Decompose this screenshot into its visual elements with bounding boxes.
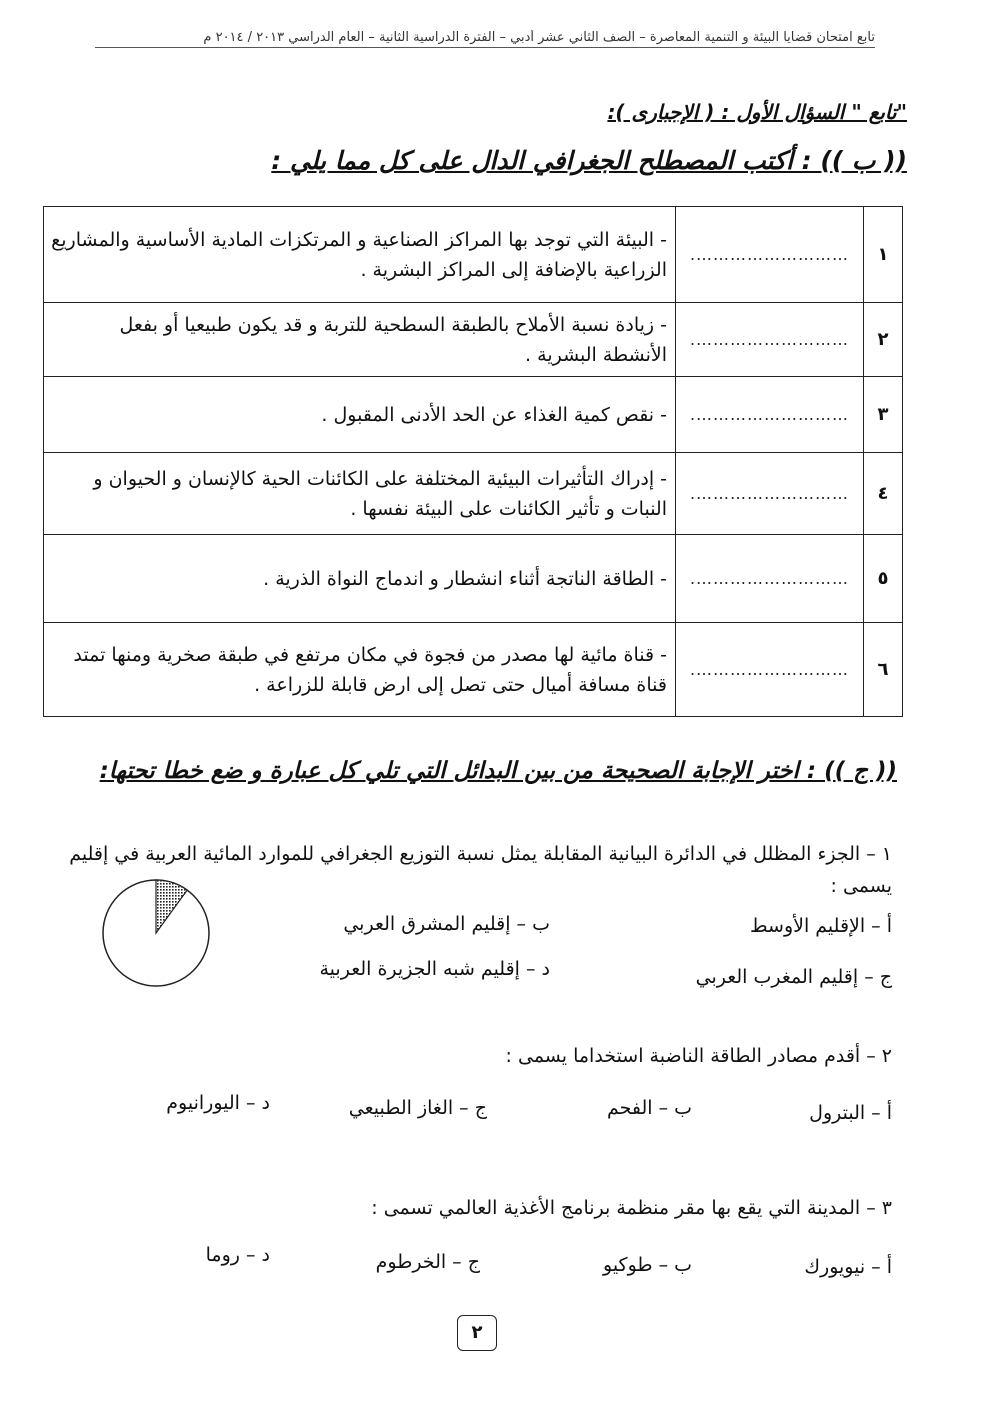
table-row [44, 303, 903, 377]
section-b-title: (( ب )) : أكتب المصطلح الجغرافي الدال على كل مما يلي : [271, 146, 907, 175]
q3-option-d[interactable]: د – روما [205, 1244, 270, 1266]
pie-chart [100, 877, 212, 989]
definition-text: - قناة مائية لها مصدر من فجوة في مكان مرتفع في طبقة صخرية ومنها تمتد قناة مسافة أميال حتى تصل إلى ارض قابلة للزراعة . [44, 623, 676, 717]
definition-text: - زيادة نسبة الأملاح بالطبقة السطحية للتربة و قد يكون طبيعيا أو بفعل الأنشطة البشرية . [44, 303, 676, 377]
q2-option-c[interactable]: ج – الغاز الطبيعي [348, 1097, 487, 1119]
q1-option-a[interactable]: أ – الإقليم الأوسط [749, 915, 892, 937]
continuation-title: "تابع " السؤال الأول : ( الإجبارى ): [607, 100, 907, 124]
table-row [44, 207, 903, 303]
row-number: ١ [864, 207, 903, 303]
question-3-text: ٣ – المدينة التي يقع بها مقر منظمة برنامج الأغذية العالمي تسمى : [371, 1197, 892, 1219]
q2-option-b[interactable]: ب – الفحم [606, 1097, 692, 1119]
definition-text: - البيئة التي توجد بها المراكز الصناعية و المرتكزات المادية الأساسية والمشاريع الزراعية بالإضافة إلى المراكز البشرية . [44, 207, 676, 303]
row-number: ٦ [864, 623, 903, 717]
row-number: ٥ [864, 535, 903, 623]
table-row [44, 453, 903, 535]
answer-blank[interactable]: ………………………. [676, 623, 864, 717]
answer-blank[interactable]: ………………………. [676, 535, 864, 623]
answer-blank[interactable]: ………………………. [676, 377, 864, 453]
q3-option-b[interactable]: ب – طوكيو [603, 1254, 692, 1276]
q1-option-b[interactable]: ب – إقليم المشرق العربي [343, 913, 550, 935]
exam-header: تابع امتحان قضايا البيئة و التنمية المعاصرة – الصف الثاني عشر أدبي – الفترة الدراسية الثانية – العام الدراسي ٢٠١٣ / ٢٠١٤ م [95, 30, 875, 48]
answer-blank[interactable]: ………………………. [676, 303, 864, 377]
terms-table [43, 206, 903, 717]
row-number: ٤ [864, 453, 903, 535]
answer-blank[interactable]: ………………………. [676, 207, 864, 303]
q3-option-c[interactable]: ج – الخرطوم [375, 1251, 480, 1273]
definition-text: - نقص كمية الغذاء عن الحد الأدنى المقبول . [44, 377, 676, 453]
table-row [44, 623, 903, 717]
row-number: ٢ [864, 303, 903, 377]
table-row [44, 535, 903, 623]
definition-text: - الطاقة الناتجة أثناء انشطار و اندماج النواة الذرية . [44, 535, 676, 623]
q2-option-a[interactable]: أ – البترول [809, 1102, 892, 1124]
answer-blank[interactable]: ………………………. [676, 453, 864, 535]
q1-option-c[interactable]: ج – إقليم المغرب العربي [695, 966, 892, 988]
table-row [44, 377, 903, 453]
q1-option-d[interactable]: د – إقليم شبه الجزيرة العربية [319, 958, 550, 980]
question-1-text: ١ – الجزء المظلل في الدائرة البيانية المقابلة يمثل نسبة التوزيع الجغرافي للموارد المائية العربية في إقليم يسمى : [69, 843, 892, 897]
definition-text: - إدراك التأثيرات البيئية المختلفة على الكائنات الحية كالإنسان و الحيوان و النبات و تأثير الكائنات على البيئة نفسها . [44, 453, 676, 535]
question-2-text: ٢ – أقدم مصادر الطاقة الناضبة استخداما يسمى : [505, 1045, 892, 1067]
section-c-title: (( ج )) : اختر الإجابة الصحيحة من بين البدائل التي تلي كل عبارة و ضع خطا تحتها: [99, 758, 897, 784]
page-number: ٢ [457, 1315, 497, 1351]
row-number: ٣ [864, 377, 903, 453]
q2-option-d[interactable]: د – اليورانيوم [166, 1092, 270, 1114]
q3-option-a[interactable]: أ – نيويورك [804, 1256, 892, 1278]
